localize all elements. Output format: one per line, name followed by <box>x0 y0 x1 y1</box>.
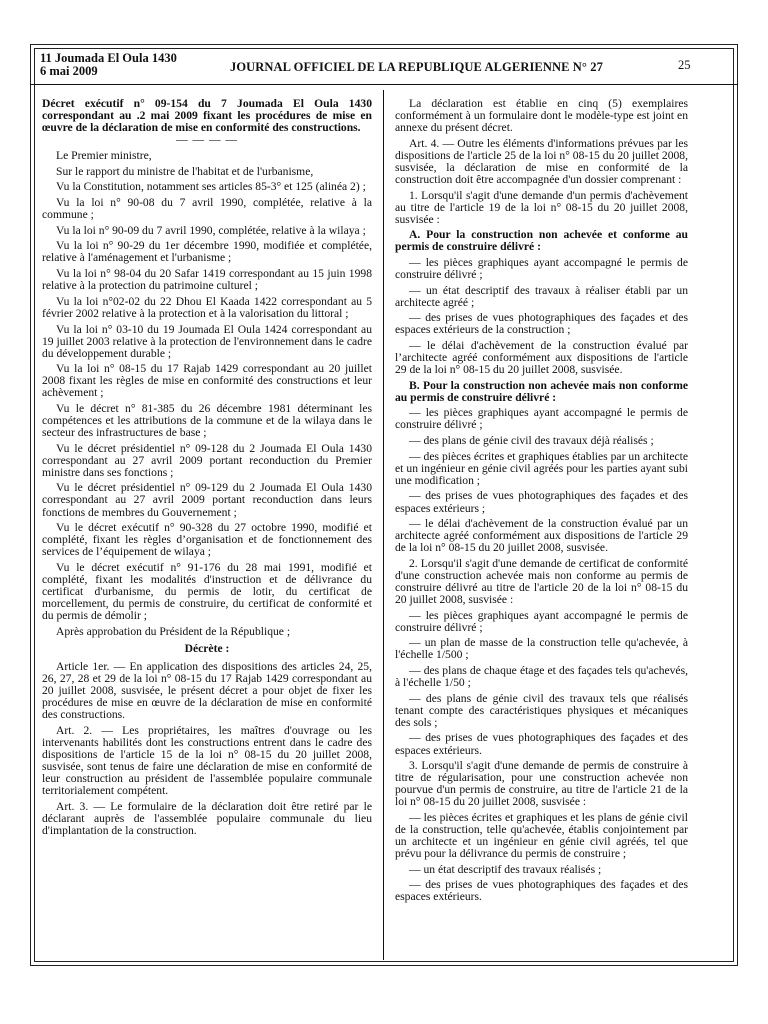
preamble-paragraph: Vu le décret exécutif n° 90-328 du 27 octobre 1990, modifié et complété, fixant les règles d’organisation et de fonctionnement des services de l’équipement de wilaya ; <box>42 521 372 559</box>
header-date-gregorian: 6 mai 2009 <box>40 64 98 78</box>
header-date-hijri: 11 Joumada El Oula 1430 <box>40 51 177 65</box>
preamble-paragraph: Vu le décret exécutif n° 91-176 du 28 mai 1991, modifié et complété, fixant les modalités d'instruction et de délivrance du certificat d'urbanisme, du permis de lotir, du certificat de morcellement, du permis de construire, du certificat de conformité et du permis de démolir ; <box>42 560 372 623</box>
decree-title: Décret exécutif n° 09-154 du 7 Joumada El Oula 1430 correspondant au .2 mai 2009 fixant les procédures de mise en œuvre de la déclaration de mise en conformité des constructions. <box>42 97 372 135</box>
preamble-paragraph: Vu la loi n° 03-10 du 19 Joumada El Oula 1424 correspondant au 19 juillet 2003 relative à la protection de l'environnement dans le cadre du développement durable ; <box>42 322 372 360</box>
list-item: — des plans de génie civil des travaux tels que réalisés tenant compte des caractéristiques physiques et mécaniques des sols ; <box>395 691 688 729</box>
preamble-paragraph: Vu la loi n° 90-09 du 7 avril 1990, complétée, relative à la wilaya ; <box>56 223 366 237</box>
preamble-paragraph: Vu la Constitution, notamment ses articles 85-3° et 125 (alinéa 2) ; <box>56 180 366 194</box>
list-item: — des prises de vues photographiques des façades et des espaces extérieurs. <box>395 878 688 904</box>
preamble-paragraph: Vu la loi n° 98-04 du 20 Safar 1419 correspondant au 15 juin 1998 relative à la protection du patrimoine culturel ; <box>42 267 372 293</box>
section-heading: B. Pour la construction non achevée mais non conforme au permis de construire délivré : <box>395 378 688 404</box>
page-number: 25 <box>678 58 691 72</box>
preamble-paragraph: Vu le décret présidentiel n° 09-129 du 2 Joumada El Oula 1430 correspondant au 27 avril 2009 portant reconduction dans leurs fonctions de membres du Gouvernement ; <box>42 481 372 519</box>
journal-title: JOURNAL OFFICIEL DE LA REPUBLIQUE ALGERIENNE N° 27 <box>230 60 603 74</box>
list-item: — les pièces graphiques ayant accompagné le permis de construire délivré ; <box>395 255 688 281</box>
preamble-paragraph: Sur le rapport du ministre de l'habitat et de l'urbanisme, <box>56 164 314 178</box>
title-separator: — — — — <box>175 133 239 147</box>
article-paragraph: Art. 3. — Le formulaire de la déclaration doit être retiré par le déclarant auprès de l'assemblée populaire communale du lieu d'implantation de la construction. <box>42 799 372 837</box>
list-item: 2. Lorsqu'il s'agit d'une demande de certificat de conformité d'une construction achevée mais non conforme au permis de construire délivré au titre de l'article 20 de la loi n° 08-15 du 20 juillet 2008, susvisée : <box>395 556 688 607</box>
body-paragraph: La déclaration est établie en cinq (5) exemplaires conformément à un formulaire dont le modèle-type est joint en annexe du présent décret. <box>395 97 688 135</box>
preamble-paragraph: Vu la loi n° 90-29 du 1er décembre 1990, modifiée et complétée, relative à l'aménagement et l'urbanisme ; <box>42 239 372 265</box>
list-item: — des plans de génie civil des travaux déjà réalisés ; <box>409 434 654 448</box>
preamble-paragraph: Vu le décret présidentiel n° 09-128 du 2 Joumada El Oula 1430 correspondant au 27 avril 2009 portant reconduction du Premier ministre dans ses fonctions ; <box>42 441 372 479</box>
article-paragraph: Art. 4. — Outre les éléments d'informations prévues par les dispositions de l'article 25 de la loi n° 08-15 du 20 juillet 2008, susvisée, la déclaration de mise en conformité de la construction doit être accompagnée d'un dossier comprenant : <box>395 136 688 186</box>
decrete-heading: Décrète : <box>184 641 230 655</box>
list-item: — les pièces graphiques ayant accompagné le permis de construire délivré ; <box>395 608 688 634</box>
section-heading: A. Pour la construction non achevée et conforme au permis de construire délivré : <box>395 228 688 254</box>
list-item: — un plan de masse de la construction telle qu'achevée, à l'échelle 1/500 ; <box>395 636 688 662</box>
preamble-paragraph: Vu la loi n° 08-15 du 17 Rajab 1429 correspondant au 20 juillet 2008 fixant les règles de mise en conformité des constructions et leur achèvement ; <box>42 362 372 400</box>
list-item: — les pièces graphiques ayant accompagné le permis de construire délivré ; <box>395 406 688 432</box>
list-item: 3. Lorsqu'il s'agit d'une demande de permis de construire à titre de régularisation, pour une construction achevée non pourvue d'un permis de construire, au titre de l'article 21 de la loi n° 08-15 du 20 juillet 2008, susvisée : <box>395 759 688 809</box>
list-item: — des plans de chaque étage et des façades tels qu'achevés, à l'échelle 1/50 ; <box>395 664 688 690</box>
header-divider <box>30 84 738 85</box>
list-item: — le délai d'achèvement de la construction évalué par l’architecte agréé conformément aux dispositions de l'article 29 de la loi n° 08-15 du 20 juillet 2008, susvisée. <box>395 339 688 377</box>
list-item: — des prises de vues photographiques des façades et des espaces extérieurs. <box>395 731 688 757</box>
column-divider <box>383 90 384 960</box>
article-paragraph: Article 1er. — En application des dispositions des articles 24, 25, 26, 27, 28 et 29 de la loi n° 08-15 du 17 Rajab 1429 correspondant au 20 juillet 2008, susvisée, le présent décret a pour objet de fixer les procédures de mise en œuvre de la déclaration de mise en conformité des constructions. <box>42 659 372 722</box>
preamble-paragraph: Le Premier ministre, <box>56 149 152 163</box>
left-column <box>42 98 372 840</box>
list-item: — un état descriptif des travaux à réaliser établi par un architecte agréé ; <box>395 283 688 309</box>
list-item: — des prises de vues photographiques des façades et des espaces extérieurs de la construction ; <box>395 311 688 337</box>
article-paragraph: Art. 2. — Les propriétaires, les maîtres d'ouvrage ou les intervenants habilités dont les constructions entrent dans le cadre des dispositions de l'article 15 de la loi n° 08-15 du 20 juillet 2008, susvisée, sont tenus de faire une déclaration de mise en conformité de leur construction au président de l'assemblée populaire communale territorialement compétent. <box>42 723 372 797</box>
list-item: — le délai d'achèvement de la construction évalué par un architecte agréé conformément aux dispositions de l'article 29 de la loi n° 08-15 du 20 juillet 2008, susvisée. <box>395 517 688 555</box>
header-date <box>40 52 177 78</box>
list-item: — les pièces écrites et graphiques et les plans de génie civil de la construction, telle qu'achevée, établis conjointement par un architecte et un ingénieur en génie civil agréés, tel que prévu pour la délivrance du permis de construire ; <box>395 810 688 861</box>
list-item: — des pièces écrites et graphiques établies par un architecte et un ingénieur en génie civil agréés pour les parties ayant subi une modification ; <box>395 449 688 487</box>
list-item: — des prises de vues photographiques des façades et des espaces extérieurs ; <box>395 489 688 515</box>
list-item: — un état descriptif des travaux réalisés ; <box>409 862 602 876</box>
preamble-paragraph: Après approbation du Président de la République ; <box>56 624 291 638</box>
right-column <box>395 98 688 907</box>
preamble-paragraph: Vu la loi n°02-02 du 22 Dhou El Kaada 1422 correspondant au 5 février 2002 relative à la protection et à la valorisation du littoral ; <box>42 294 372 320</box>
preamble-paragraph: Vu le décret n° 81-385 du 26 décembre 1981 déterminant les compétences et les attributions de la commune et de la wilaya dans le secteur des infrastructures de base ; <box>42 401 372 440</box>
list-item: 1. Lorsqu'il s'agit d'une demande d'un permis d'achèvement au titre de l'article 19 de la loi n° 08-15 du 20 juillet 2008, susvisée : <box>395 188 688 226</box>
preamble-paragraph: Vu la loi n° 90-08 du 7 avril 1990, complétée, relative à la commune ; <box>42 196 372 222</box>
